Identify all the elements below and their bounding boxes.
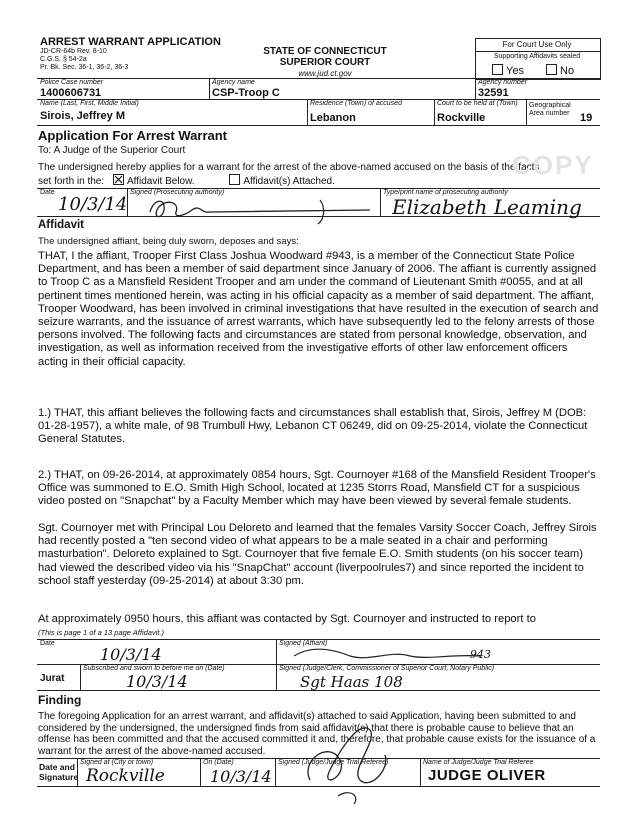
signed-affiant-label: Signed (Affiant): [279, 640, 328, 647]
no-checkbox[interactable]: [546, 64, 557, 75]
police-case-value: 1400606731: [40, 87, 102, 99]
yes-checkbox[interactable]: [492, 64, 503, 75]
affidavits-attached-label: Affidavit(s) Attached.: [243, 176, 335, 187]
prosecutor-signature: [140, 192, 380, 226]
on-date-value: 10/3/14: [210, 767, 272, 786]
application-intro: The undersigned hereby applies for a warrant for the arrest of the above-named accused on the basis of the facts: [38, 162, 540, 173]
geo-label: Geographical Area number: [529, 102, 571, 117]
court-name: SUPERIOR COURT: [279, 57, 371, 68]
residence-label: Residence (Town) of accused: [310, 100, 402, 107]
agency-number-label: Agency number: [478, 79, 528, 86]
jurat-label: Jurat: [40, 673, 65, 684]
no-label: No: [560, 65, 575, 77]
form-statute: C.G.S. § 54-2a: [40, 56, 87, 63]
application-set-forth: [38, 174, 335, 187]
agency-name-label: Agency name: [212, 79, 255, 86]
judge-signature: [290, 700, 410, 810]
finding-text: The foregoing Application for an arrest warrant, and affidavit(s) attached to said Application, having been submitted to and considered by the undersigned, the undersigned finds from said affidavit(s) that there is probable cause to believe that an offense has been committed and that the accused committed it and, therefore, that probable cause exists for the issuance of a warrant for the arrest of the above-named accused.: [38, 711, 596, 757]
residence-value: Lebanon: [310, 112, 356, 124]
court-use-label: For Court Use Only: [502, 40, 572, 49]
affidavit-paragraph-5: At approximately 0950 hours, this affiant was contacted by Sgt. Cournoyer and instructed to report to: [38, 613, 536, 625]
typed-name-label: Type/print name of prosecuting authority: [383, 189, 508, 196]
page-note: (This is page 1 of a 13 page Affidavit.): [38, 628, 165, 637]
yes-label: Yes: [506, 65, 524, 77]
agency-name-value: CSP-Troop C: [212, 87, 280, 99]
affidavit-heading: Affidavit: [38, 219, 84, 231]
court-held-value: Rockville: [437, 112, 486, 124]
geo-value: 19: [580, 112, 593, 124]
form-code: JD-CR-64b Rev. 8-10: [40, 48, 107, 55]
date-signature-label: [39, 762, 78, 782]
application-to: To: A Judge of the Superior Court: [38, 145, 186, 156]
state-name: STATE OF CONNECTICUT: [263, 46, 387, 57]
form-rules: Pr. Bk. Sec. 36-1, 36-2, 36-3: [40, 64, 129, 71]
name-judge-value: JUDGE OLIVER: [428, 767, 546, 784]
copy-stamp: COPY: [512, 150, 594, 180]
police-case-label: Police Case number: [40, 79, 104, 86]
finding-heading: Finding: [38, 693, 82, 707]
court-website: www.jud.ct.gov: [298, 69, 352, 78]
app-signed-label: Signed (Prosecuting authority): [130, 189, 225, 196]
affidavit-paragraph-3: 2.) THAT, on 09-26-2014, at approximately 0854 hours, Sgt. Cournoyer #168 of the Mansfield Resident Trooper's Office was summoned to E.O. Smith High School, located at 1235 Storrs Road, Mansfield CT for a suspicious video posted on "Snapchat" by a Faculty Member which may have been viewed by several female students.: [38, 469, 596, 508]
affidavit-below-label: Affidavit Below.: [126, 176, 195, 187]
accused-name: Sirois, Jeffrey M: [40, 110, 125, 122]
affidavit-below-checkbox[interactable]: [113, 174, 124, 185]
agency-number-value: 32591: [478, 87, 509, 99]
app-date-label: Date: [40, 189, 55, 196]
subscribed-value: 10/3/14: [126, 672, 188, 691]
affidavit-paragraph-4: Sgt. Cournoyer met with Principal Lou Deloreto and learned that the females Varsity Soccer Coach, Jeffrey Sirois had recently posted a "ten second video of what appears to be a male seated in a chair and performing masturbation". Deloreto explained to Sgt. Cournoyer that five female E.O. Smith students (on his soccer team) had viewed the described video via his "SnapChat" account (liverpoolrules7) and since reported the incident to school staff yesterday (09-25-2014) at about 3:30 pm.: [38, 522, 597, 587]
application-heading: Application For Arrest Warrant: [38, 128, 228, 143]
judge-clerk-signature: Sgt Haas 108: [300, 673, 403, 691]
yes-option[interactable]: [492, 64, 524, 77]
date-and-label: Date and: [39, 762, 75, 772]
app-date-value: 10/3/14: [58, 194, 128, 215]
court-held-label: Court to be held at (Town): [437, 100, 518, 107]
signed-at-label: Signed at (City or town): [80, 759, 154, 766]
subscribed-label: Subscribed and sworn to before me on (Date): [83, 665, 225, 672]
affidavit-paragraph-2: 1.) THAT, this affiant believes the following facts and circumstances shall establish that, Sirois, Jeffrey M (DOB: 01-28-1957), a white male, of 98 Trumbull Hwy, Lebanon CT 06249, did on 09-25-2014, violate the Connecticut General Statutes.: [38, 407, 588, 446]
affiant-badge: 943: [470, 648, 491, 661]
name-label: Name (Last, First, Middle Initial): [40, 100, 139, 107]
jurat-date-value: 10/3/14: [100, 645, 162, 664]
signed-at-value: Rockville: [86, 766, 165, 786]
court-heading: [240, 46, 410, 79]
signed-judge-label: Signed (Judge/Judge Trial Referee): [278, 759, 389, 766]
form-title: ARREST WARRANT APPLICATION: [40, 36, 221, 48]
name-judge-label: Name of Judge/Judge Trial Referee: [423, 759, 534, 766]
jurat-date-label: Date: [40, 640, 55, 647]
affidavit-paragraph-1: THAT, I the affiant, Trooper First Class Joshua Woodward #943, is a member of the Connecticut State Police Department, and has been a member of said department since January of 2006. The affiant is currently assigned to Troop C as a Mansfield Resident Trooper and am under the command of Lieutenant Smith #0055, and at all pertinent times mentioned herein, was acting in his official capacity as a member of said department. The affiant, Trooper Woodward, has been involved in criminal investigations that have resulted in the execution of search and seizure warrants, and the issuance of arrest warrants, which have subsequently led to the felony arrests of those persons involved. The following facts and circumstances are stated from personal knowledge, observation, and investigation, as well as information received from the investigative efforts of other law enforcement officers acting in their official capacity.: [38, 250, 599, 368]
typed-name-value: Elizabeth Leaming: [392, 195, 582, 219]
signature-label: Signature: [39, 772, 79, 782]
check-mark-icon: [114, 175, 123, 184]
set-forth-label: set forth in the:: [38, 176, 105, 187]
supporting-label: Supporting Affidavits sealed: [493, 53, 581, 60]
affidavit-sworn: The undersigned affiant, being duly sworn, deposes and says:: [38, 236, 299, 247]
signed-judge-clerk-label: Signed (Judge/Clerk, Commissioner of Superior Court, Notary Public): [279, 665, 495, 672]
affidavits-attached-checkbox[interactable]: [229, 174, 240, 185]
no-option[interactable]: [546, 64, 574, 77]
on-date-label: On (Date): [203, 759, 234, 766]
